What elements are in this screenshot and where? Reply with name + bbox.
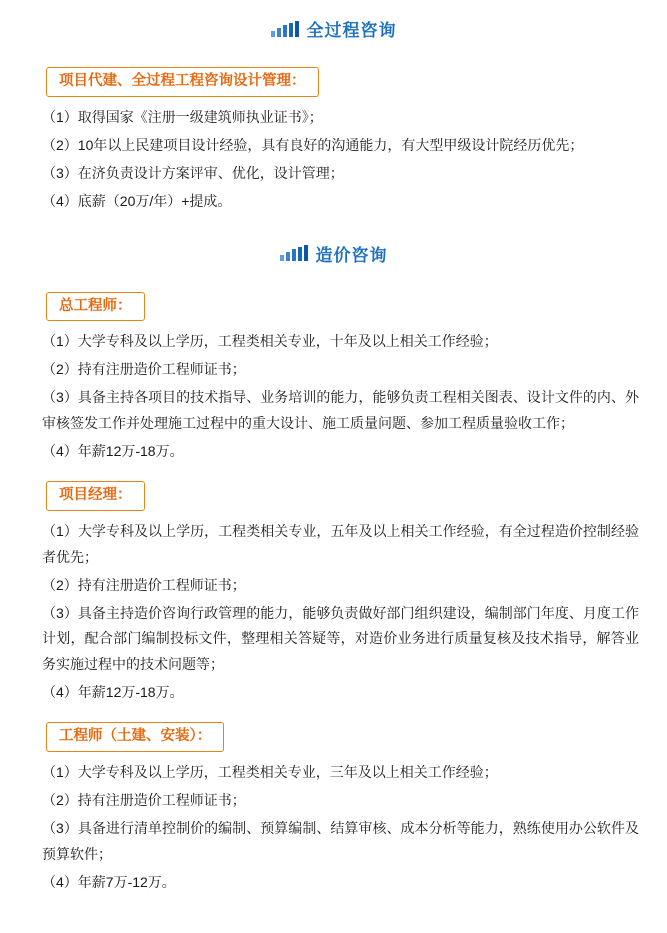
requirement-item: （3）具备进行清单控制价的编制、预算编制、结算审核、成本分析等能力，熟练使用办公软件及预算软件； [42, 819, 639, 862]
requirement-item: （3）具备主持造价咨询行政管理的能力，能够负责做好部门组织建设，编制部门年度、月度工作计划，配合部门编制投标文件，整理相关答疑等，对造价业务进行质量复核及技术指导，解答业务实施过程中的技术问题等； [42, 604, 639, 673]
requirement-item: （2）持有注册造价工程师证书； [42, 361, 246, 378]
job-block [28, 467, 639, 706]
requirement-item: （3）具备主持各项目的技术指导、业务培训的能力，能够负责工程相关图表、设计文件的内、外审核签发工作并处理施工过程中的重大设计、施工质量问题、参加工程质量验收工作； [42, 389, 639, 432]
requirement-item: （4）年薪7万-12万。 [42, 873, 176, 890]
requirement-item: （2）持有注册造价工程师证书； [42, 791, 246, 808]
job-block [28, 708, 639, 895]
bar-chart-icon [271, 21, 301, 37]
job-title: 总工程师： [46, 292, 145, 322]
requirement-item: （1）大学专科及以上学历，工程类相关专业，三年及以上相关工作经验； [42, 764, 498, 780]
bar-chart-icon [280, 245, 310, 261]
job-title: 工程师（土建、安装）： [46, 722, 224, 752]
job-block [28, 53, 639, 215]
requirement-item: （4）年薪12万-18万。 [42, 684, 184, 701]
section-header [28, 241, 639, 266]
job-title: 项目代建、全过程工程咨询设计管理： [46, 67, 319, 97]
requirement-item: （2）10年以上民建项目设计经验，具有良好的沟通能力，有大型甲级设计院经历优先； [42, 136, 584, 153]
requirement-item: （3）在济负责设计方案评审、优化，设计管理； [42, 164, 344, 181]
requirement-item: （4）年薪12万-18万。 [42, 443, 184, 459]
requirement-item: （1）大学专科及以上学历，工程类相关专业，十年及以上相关工作经验； [42, 333, 498, 350]
section-title: 全过程咨询 [306, 21, 397, 40]
requirement-item: （2）持有注册造价工程师证书； [42, 576, 246, 593]
requirement-item: （1）取得国家《注册一级建筑师执业证书》； [42, 108, 323, 125]
section-title: 造价咨询 [315, 245, 388, 265]
requirement-item: （4）底薪（20万/年）+提成。 [42, 192, 232, 209]
section-header [28, 16, 639, 41]
job-block [28, 278, 639, 465]
requirement-item: （1）大学专科及以上学历，工程类相关专业，五年及以上相关工作经验，有全过程造价控制经验者优先； [42, 522, 639, 565]
job-title: 项目经理： [46, 481, 145, 511]
